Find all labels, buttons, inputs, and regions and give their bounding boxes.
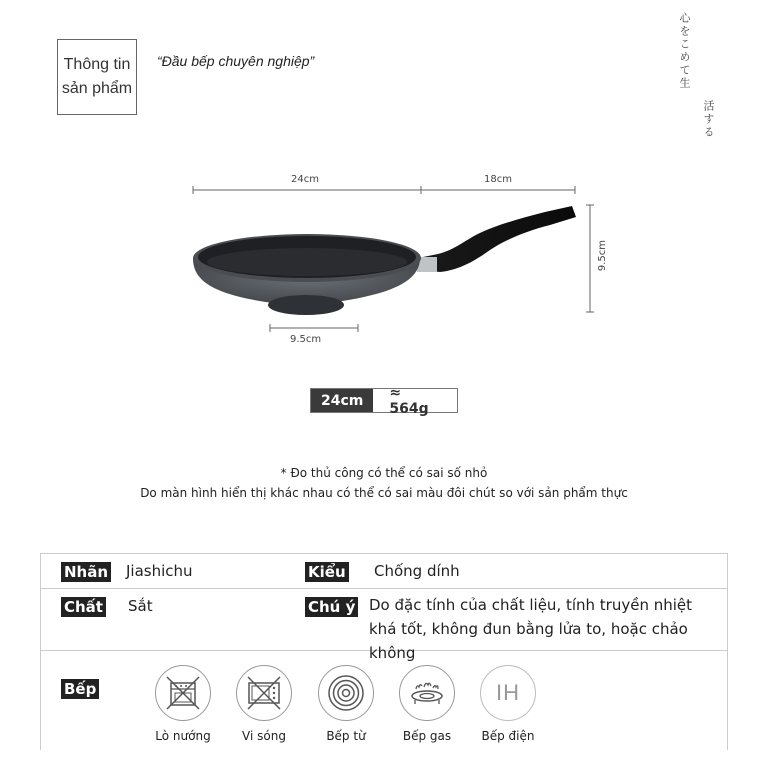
pan-diameter-label: 24cm [291, 174, 319, 185]
stove-item-oven [153, 665, 213, 743]
stove-label-gas: Bếp gas [402, 729, 452, 743]
handle-length-label: 18cm [484, 174, 512, 185]
stove-label-microwave: Vi sóng [242, 729, 286, 743]
stove-label-induction: Bếp từ [326, 729, 366, 743]
type-value: Chống dính [374, 562, 460, 580]
spec-table [40, 553, 728, 750]
stove-item-microwave [234, 665, 294, 743]
pan-diagram [0, 0, 768, 360]
stove-label-oven: Lò nướng [155, 729, 211, 743]
japanese-slogan-line-2: 活する [702, 100, 715, 139]
weight-value: ≈ 564g [373, 389, 457, 412]
induction-icon [324, 671, 368, 715]
electric-stove-icon: IH [496, 680, 520, 705]
stove-label-electric: Bếp điện [481, 729, 535, 743]
stove-item-gas [397, 665, 457, 743]
brand-value: Jiashichu [126, 562, 193, 580]
spec-row-brand [41, 554, 727, 589]
stove-item-electric [478, 665, 538, 743]
size-weight-tag [310, 384, 458, 417]
material-value: Sắt [128, 597, 153, 615]
size-value: 24cm [311, 389, 373, 412]
tagline: “Đầu bếp chuyên nghiệp” [157, 53, 315, 69]
spec-row-material [41, 589, 727, 662]
stove-label: Bếp [61, 679, 99, 699]
microwave-icon [242, 671, 286, 715]
height-label: 9.5cm [597, 240, 608, 272]
note-line-1: Do đặc tính của chất liệu, tính truyền nhiệt [369, 596, 693, 614]
brand-label: Nhãn [61, 562, 111, 582]
gas-stove-icon [405, 671, 449, 715]
type-label: Kiểu [305, 562, 349, 582]
stove-item-induction [316, 665, 376, 743]
color-note: Do màn hình hiển thị khác nhau có thể có sai màu đôi chút so với sản phẩm thực [140, 486, 628, 500]
product-info-label: Thông tin sản phẩm [57, 39, 137, 115]
base-diameter-label: 9.5cm [290, 334, 322, 345]
note-label: Chú ý [305, 597, 358, 617]
note-line-2: khá tốt, không đun bằng lửa to, hoặc chảo không [369, 620, 688, 662]
oven-icon [161, 671, 205, 715]
japanese-slogan-line-1: 心をこめて生 [678, 12, 691, 90]
measurement-note: * Đo thủ công có thể có sai số nhỏ [280, 466, 488, 480]
spec-row-stove [41, 651, 727, 751]
material-label: Chất [61, 597, 106, 617]
